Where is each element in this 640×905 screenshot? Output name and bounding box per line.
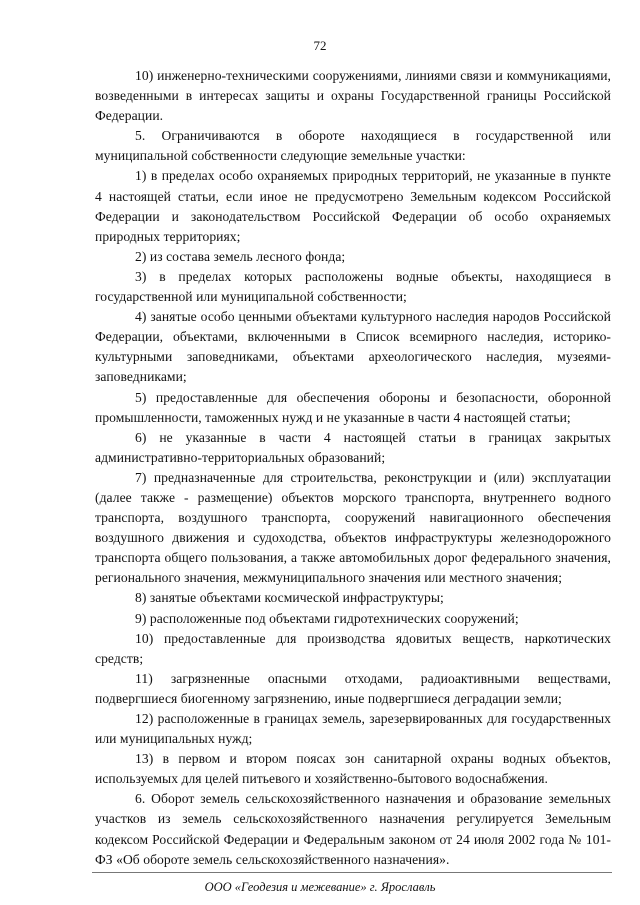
- paragraph: 4) занятые особо ценными объектами культурного наследия народов Российской Федерации, объектами, включенными в Список всемирного наследия, историко-культурными заповедниками, объектами археологического наследия, музеями-заповедниками;: [95, 309, 611, 385]
- page-footer: ООО «Геодезия и межевание» г. Ярославль: [204, 880, 436, 894]
- paragraph: 12) расположенные в границах земель, зарезервированных для государственных или муниципальных нужд;: [95, 711, 611, 747]
- paragraph: 1) в пределах особо охраняемых природных территорий, не указанные в пункте 4 настоящей статьи, если иное не предусмотрено Земельным кодексом Российской Федерации и законодательством Российской Федерации об особо охраняемых природных территориях;: [95, 168, 611, 244]
- paragraph: 3) в пределах которых расположены водные объекты, находящиеся в государственной или муниципальной собственности;: [95, 268, 611, 305]
- paragraph: 7) предназначенные для строительства, реконструкции и (или) эксплуатации (далее также - размещение) объектов морского транспорта, внутреннего водного транспорта, воздушного транспорта, сооружений навигационного обеспечения воздушного движения и судоходства, объектов инфраструктуры железнодорожного транспорта общего пользования, а также автомобильных дорог федерального значения, регионального значения, межмуниципального значения или местного значения;: [95, 469, 611, 586]
- paragraph: 6. Оборот земель сельскохозяйственного назначения и образование земельных участков из земель сельскохозяйственного назначения регулируется Земельным кодексом Российской Федерации и Федеральным законом от 24 июля 2002 года № 101-ФЗ «Об обороте земель сельскохозяйственного назначения».: [95, 791, 611, 867]
- paragraph: 13) в первом и втором поясах зон санитарной охраны водных объектов, используемых для целей питьевого и хозяйственно-бытового водоснабжения.: [95, 751, 611, 787]
- paragraph: 5. Ограничиваются в обороте находящиеся в государственной или муниципальной собственности следующие земельные участки:: [95, 128, 611, 164]
- paragraph: 2) из состава земель лесного фонда;: [135, 248, 346, 264]
- paragraph: 10) предоставленные для производства ядовитых веществ, наркотических средств;: [95, 630, 611, 666]
- footer-divider: [92, 872, 612, 873]
- paragraph: 11) загрязненные опасными отходами, радиоактивными веществами, подвергшиеся биогенному загрязнению, иные подвергшиеся деградации земли;: [95, 670, 611, 706]
- paragraph: 6) не указанные в части 4 настоящей статьи в границах закрытых административно-территориальных образований;: [95, 429, 611, 465]
- paragraph: 8) занятые объектами космической инфраструктуры;: [135, 590, 444, 606]
- page-number: 72: [313, 38, 327, 53]
- paragraph: 5) предоставленные для обеспечения обороны и безопасности, оборонной промышленности, таможенных нужд и не указанные в части 4 настоящей статьи;: [95, 389, 611, 425]
- paragraph: 10) инженерно-техническими сооружениями, линиями связи и коммуникациями, возведенными в интересах защиты и охраны Государственной границы Российской Федерации.: [95, 68, 611, 124]
- document-body: [95, 66, 611, 870]
- paragraph: 9) расположенные под объектами гидротехнических сооружений;: [135, 610, 519, 626]
